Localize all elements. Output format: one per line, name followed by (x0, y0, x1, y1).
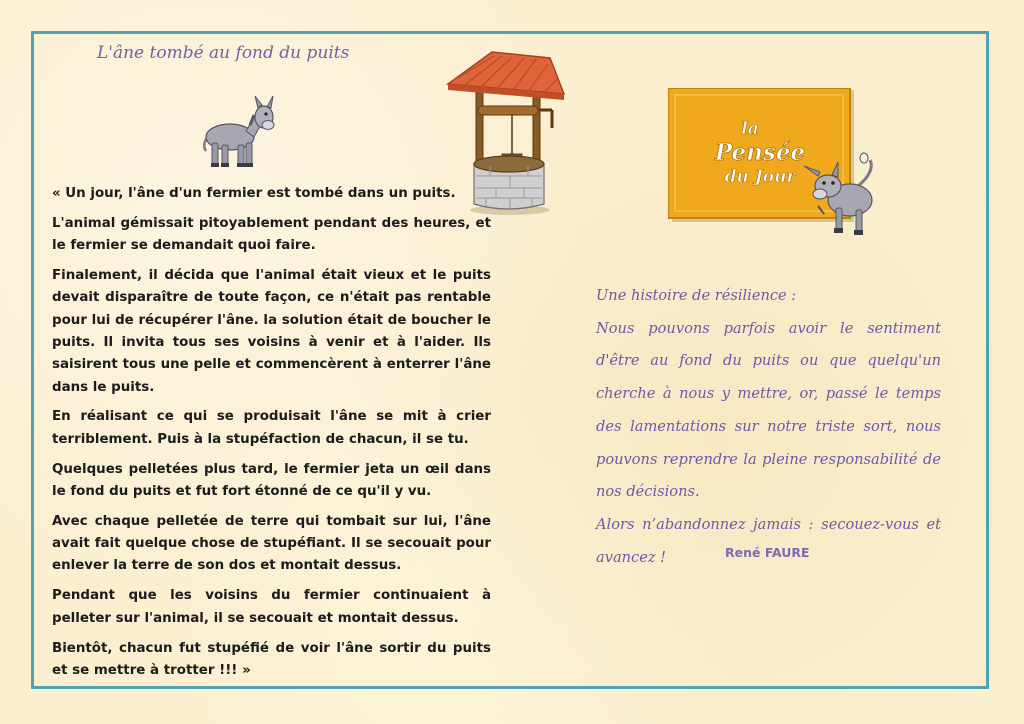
badge-line-3: du Jour (724, 167, 796, 187)
story-text (52, 183, 491, 690)
reflection-closing: Alors n’abandonnez jamais : secouez-vous et avancez ! (596, 515, 941, 566)
story-paragraph: En réalisant ce qui se produisait l'âne se mit à crier terriblement. Puis à la stupéfaction de chacun, il se tu. (52, 409, 491, 447)
badge-line-2: Pensée (714, 139, 806, 166)
reflection-text (596, 280, 941, 574)
story-paragraph: Avec chaque pelletée de terre qui tombait sur lui, l'âne avait fait quelque chose de stupéfiant. Il se secouait pour enlever la terre de son dos et montait dessus. (52, 513, 491, 574)
story-paragraph: « Un jour, l'âne d'un fermier est tombé dans un puits. (52, 186, 456, 201)
badge-line-1: la (741, 119, 759, 139)
story-paragraph: Finalement, il décida que l'animal était vieux et le puits devait disparaître de toute façon, ce n'était pas rentable pour lui de récupérer l'âne. la solution était de boucher le puits. Il invita tous ses voisins à venir et à l'aider. Ils saisirent tous une pelle et commencèrent à enterrer l'âne dans le puits. (52, 268, 491, 395)
pensee-du-jour-badge (668, 88, 884, 246)
author-name: René FAURE (725, 545, 810, 560)
story-paragraph: Pendant que les voisins du fermier continuaient à pelleter sur l'animal, il se secouait et montait dessus. (52, 588, 491, 626)
reflection-body: Nous pouvons parfois avoir le sentiment d'être au fond du puits ou que quelqu'un cherche à nous y mettre, or, passé le temps des lamentations sur notre triste sort, nous pouvons reprendre la pleine responsabilité de nos décisions. (596, 319, 941, 501)
story-paragraph: Quelques pelletées plus tard, le fermier jeta un œil dans le fond du puits et fut fort étonné de ce qu'il y vu. (52, 461, 491, 499)
story-title: L'âne tombé au fond du puits (97, 43, 350, 63)
reflection-heading: Une histoire de résilience : (596, 287, 797, 304)
story-paragraph: L'animal gémissait pitoyablement pendant des heures, et le fermier se demandait quoi faire. (52, 215, 491, 254)
story-paragraph: Bientôt, chacun fut stupéfié de voir l'âne sortir du puits et se mettre à trotter !!! » (52, 640, 491, 678)
donkey-icon (200, 95, 282, 169)
